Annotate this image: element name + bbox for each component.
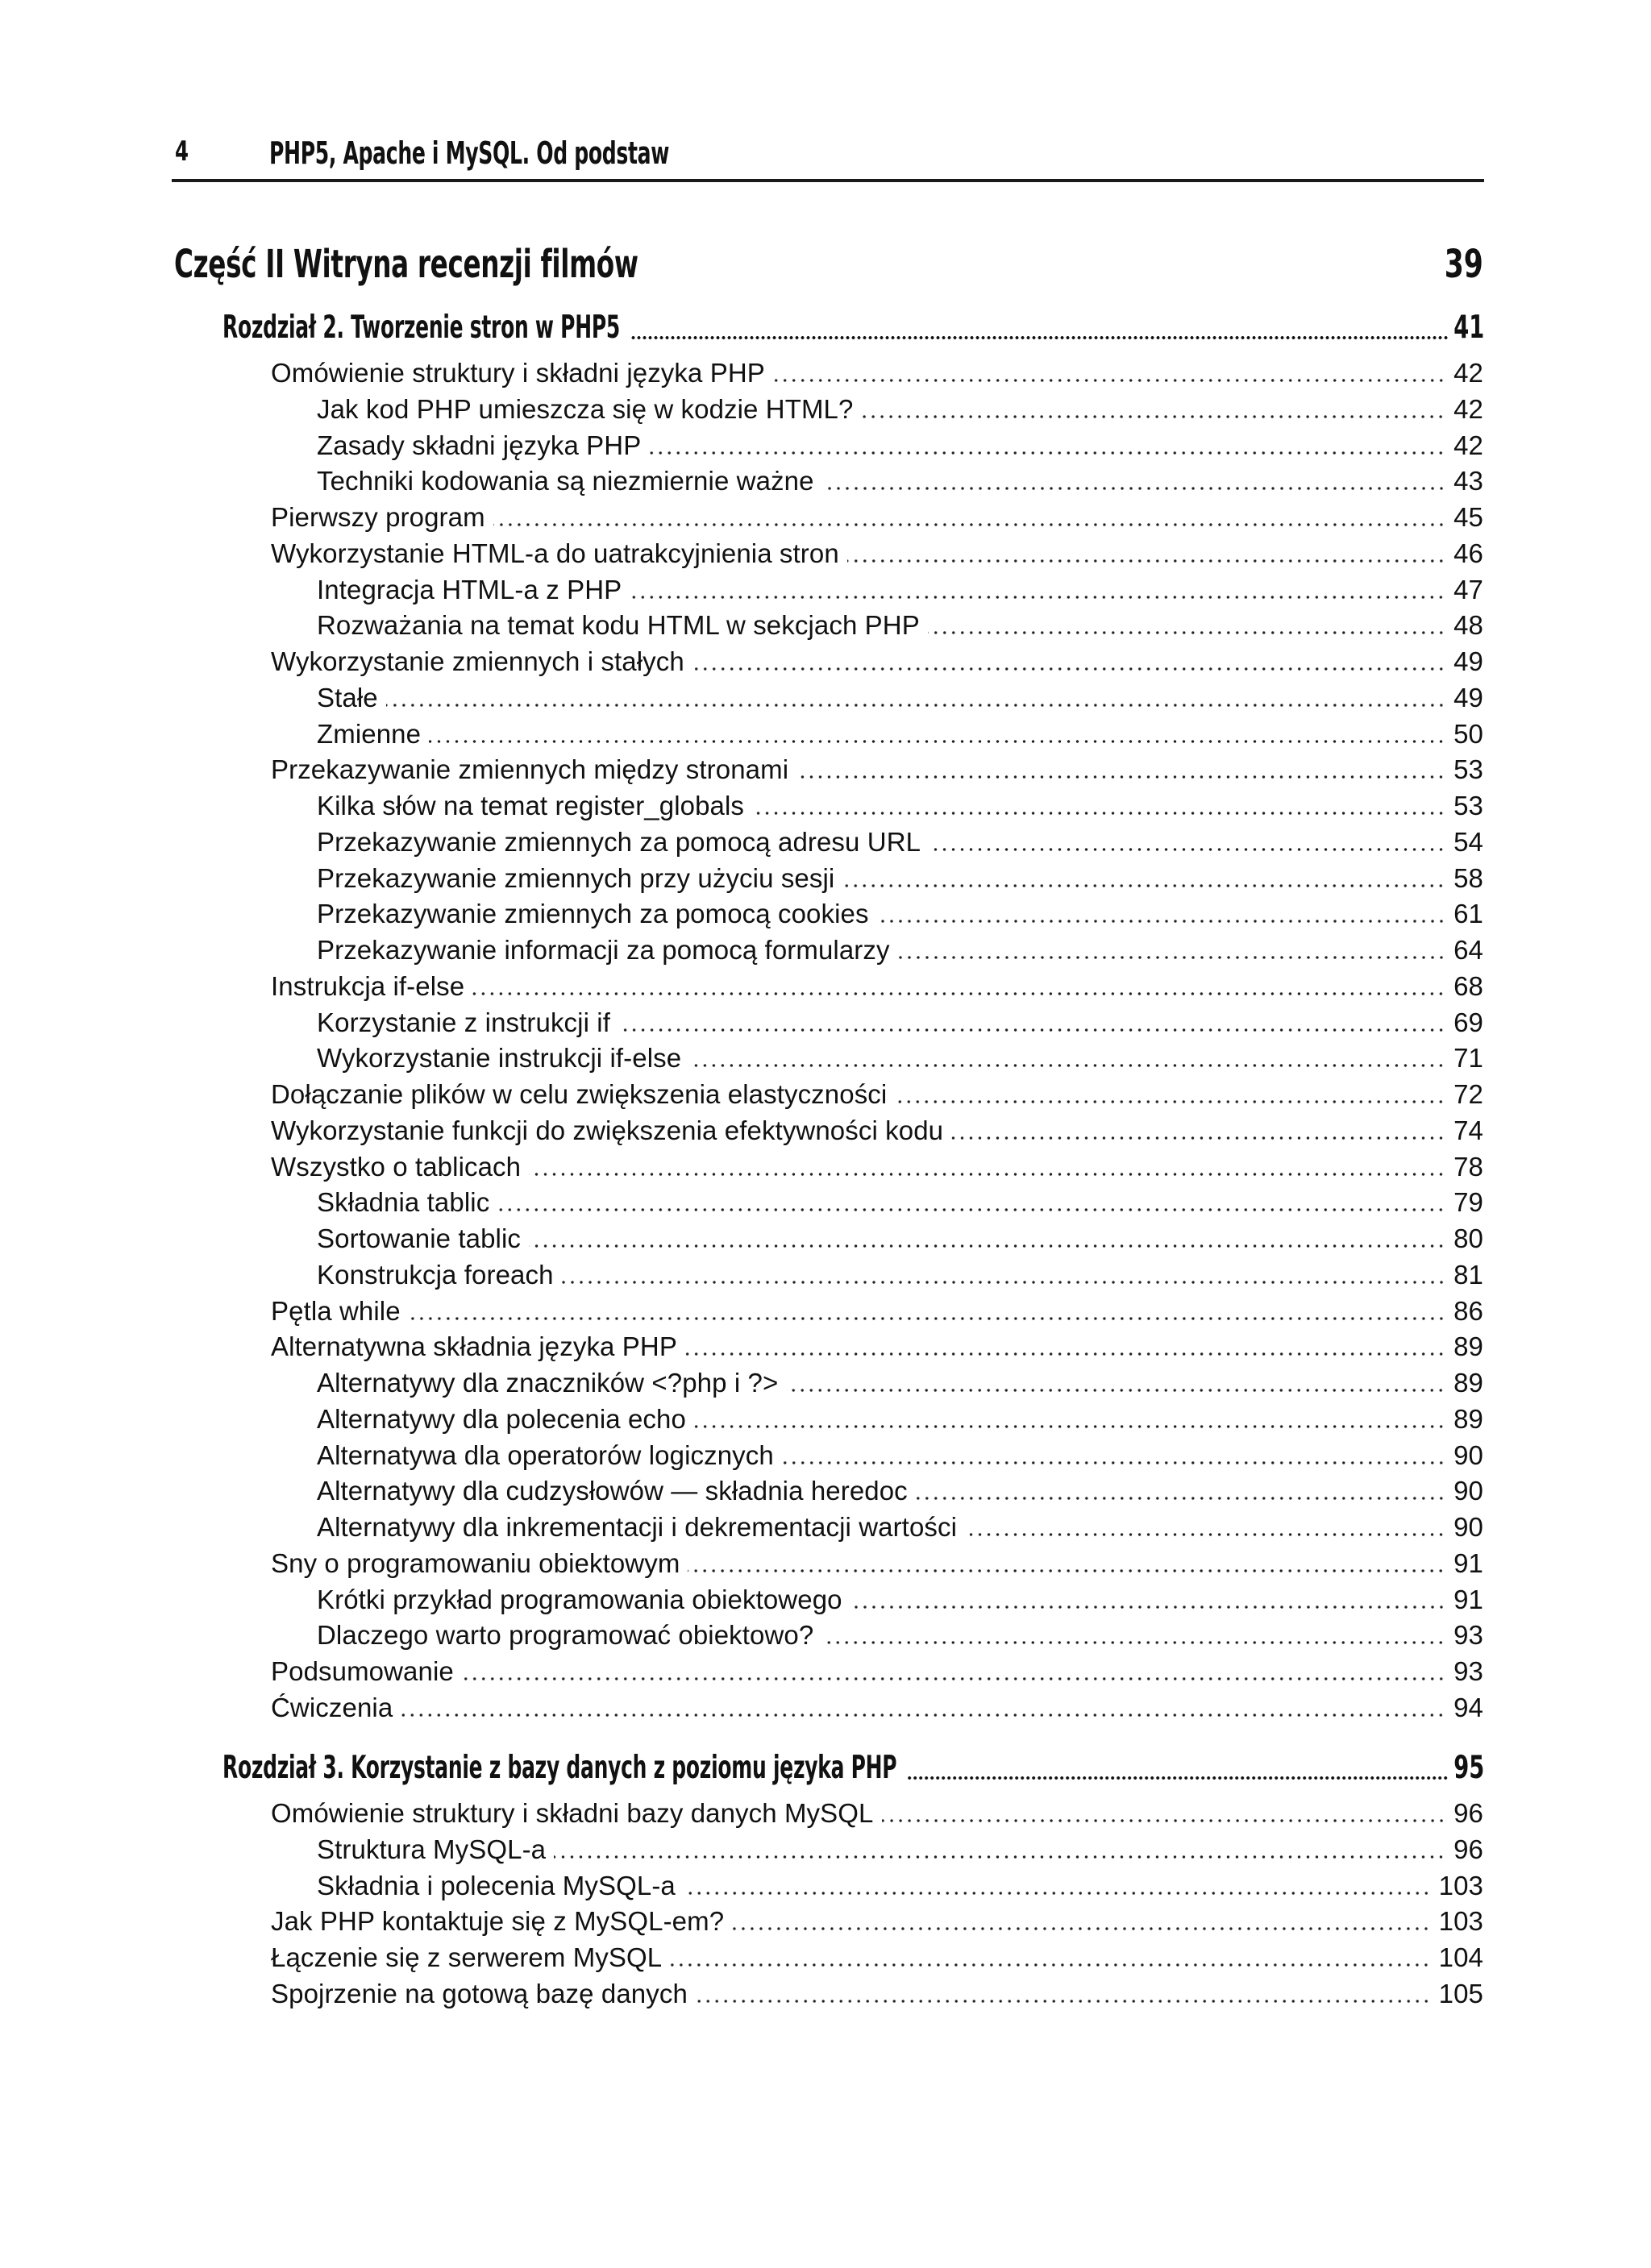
dot-leader bbox=[630, 592, 1445, 602]
toc-subentry bbox=[317, 430, 1483, 466]
entry-page-number: 54 bbox=[1453, 826, 1483, 857]
toc-subentry bbox=[317, 1834, 1483, 1870]
chapter-page-number: 95 bbox=[1453, 1750, 1484, 1786]
toc-entry bbox=[271, 1656, 1483, 1692]
dot-leader bbox=[670, 1960, 1430, 1970]
entry-page-number: 71 bbox=[1453, 1043, 1483, 1074]
entry-title: Stałe bbox=[317, 682, 378, 712]
entry-title: Krótki przykład programowania obiektowego bbox=[317, 1584, 842, 1614]
toc-entry bbox=[271, 1798, 1483, 1834]
entry-page-number: 93 bbox=[1453, 1656, 1483, 1686]
toc-entry bbox=[271, 754, 1483, 790]
entry-title: Zmienne bbox=[317, 718, 422, 749]
dot-leader bbox=[951, 1133, 1445, 1143]
entry-title: Integracja HTML-a z PHP bbox=[317, 574, 622, 604]
dot-leader bbox=[529, 1241, 1445, 1251]
entry-page-number: 74 bbox=[1453, 1115, 1483, 1145]
chapter-title: Rozdział 2. Tworzenie stron w PHP5 bbox=[222, 309, 620, 346]
entry-page-number: 94 bbox=[1453, 1692, 1483, 1722]
dot-leader bbox=[796, 772, 1445, 782]
dot-leader bbox=[752, 808, 1445, 818]
entry-title: Przekazywanie zmiennych między stronami bbox=[271, 754, 789, 785]
dot-leader bbox=[861, 412, 1445, 422]
toc-entry bbox=[271, 1079, 1483, 1115]
entry-title: Sny o programowaniu obiektowym bbox=[271, 1547, 680, 1578]
entry-page-number: 42 bbox=[1453, 430, 1483, 460]
entry-title: Wykorzystanie funkcji do zwiększenia efektywności kodu bbox=[271, 1115, 944, 1145]
entry-title: Alternatywa dla operatorów logicznych bbox=[317, 1439, 774, 1470]
entry-page-number: 103 bbox=[1438, 1906, 1483, 1937]
toc-subentry bbox=[317, 1585, 1483, 1620]
entry-page-number: 58 bbox=[1453, 862, 1483, 893]
chapter-title: Rozdział 3. Korzystanie z bazy danych z poziomu języka PHP bbox=[222, 1750, 897, 1786]
dot-leader bbox=[493, 520, 1445, 530]
entry-page-number: 61 bbox=[1453, 899, 1483, 929]
entry-title: Wykorzystanie instrukcji if-else bbox=[317, 1043, 682, 1074]
entry-title: Rozważania na temat kodu HTML w sekcjach PHP bbox=[317, 610, 920, 641]
entry-page-number: 50 bbox=[1453, 718, 1483, 749]
entry-title: Przekazywanie zmiennych za pomocą cookies bbox=[317, 899, 869, 929]
toc-subentry bbox=[317, 899, 1483, 934]
dot-leader bbox=[462, 1674, 1445, 1684]
entry-page-number: 91 bbox=[1453, 1547, 1483, 1578]
dot-leader bbox=[842, 881, 1445, 891]
toc-subentry bbox=[317, 394, 1483, 430]
toc-subentry bbox=[317, 1223, 1483, 1259]
entry-title: Instrukcja if-else bbox=[271, 970, 465, 1001]
toc-entry bbox=[271, 1548, 1483, 1584]
entry-page-number: 86 bbox=[1453, 1295, 1483, 1326]
dot-leader bbox=[562, 1277, 1446, 1287]
toc-subentry bbox=[317, 1871, 1483, 1906]
dot-leader bbox=[497, 1205, 1445, 1215]
toc-subentry bbox=[317, 1404, 1483, 1439]
entry-page-number: 42 bbox=[1453, 393, 1483, 424]
dot-leader bbox=[688, 1566, 1445, 1576]
toc-entry bbox=[271, 646, 1483, 682]
dot-leader bbox=[821, 1638, 1445, 1647]
chapter-heading bbox=[222, 309, 1484, 348]
toc-entry bbox=[271, 1115, 1483, 1151]
entry-page-number: 90 bbox=[1453, 1439, 1483, 1470]
entry-title: Konstrukcja foreach bbox=[317, 1259, 554, 1290]
dot-leader bbox=[618, 1025, 1445, 1035]
entry-title: Zasady składni języka PHP bbox=[317, 430, 642, 460]
entry-title: Wykorzystanie HTML-a do uatrakcyjnienia stron bbox=[271, 538, 839, 568]
entry-page-number: 64 bbox=[1453, 935, 1483, 965]
entry-page-number: 89 bbox=[1453, 1368, 1483, 1398]
toc-entry bbox=[271, 1296, 1483, 1331]
dot-leader bbox=[529, 1169, 1445, 1179]
toc-entry bbox=[271, 971, 1483, 1007]
dot-leader bbox=[782, 1458, 1445, 1468]
dot-leader bbox=[786, 1385, 1445, 1395]
toc-subentry bbox=[317, 1007, 1483, 1043]
entry-title: Alternatywy dla znaczników <?php i ?> bbox=[317, 1368, 779, 1398]
entry-page-number: 46 bbox=[1453, 538, 1483, 568]
dot-leader bbox=[631, 334, 1449, 342]
dot-leader bbox=[898, 953, 1446, 962]
entry-title: Łączenie się z serwerem MySQL bbox=[271, 1942, 663, 1972]
toc-subentry bbox=[317, 1476, 1483, 1511]
toc-subentry bbox=[317, 1043, 1483, 1078]
toc-subentry bbox=[317, 935, 1483, 970]
entry-title: Dlaczego warto programować obiektowo? bbox=[317, 1620, 814, 1651]
toc-entry bbox=[271, 1693, 1483, 1728]
entry-title: Składnia tablic bbox=[317, 1187, 490, 1218]
page-number: 4 bbox=[175, 135, 189, 168]
toc-subentry bbox=[317, 1620, 1483, 1655]
entry-page-number: 89 bbox=[1453, 1331, 1483, 1362]
entry-page-number: 47 bbox=[1453, 574, 1483, 604]
dot-leader bbox=[689, 1061, 1445, 1070]
entry-title: Ćwiczenia bbox=[271, 1692, 393, 1722]
entry-page-number: 48 bbox=[1453, 610, 1483, 641]
entry-page-number: 49 bbox=[1453, 682, 1483, 712]
dot-leader bbox=[895, 1097, 1445, 1107]
dot-leader bbox=[692, 664, 1445, 674]
dot-leader bbox=[847, 556, 1445, 566]
toc-entry bbox=[271, 1979, 1483, 2014]
entry-page-number: 104 bbox=[1438, 1942, 1483, 1972]
dot-leader bbox=[694, 1422, 1445, 1431]
toc-subentry bbox=[317, 1440, 1483, 1476]
entry-title: Jak PHP kontaktuje się z MySQL-em? bbox=[271, 1906, 725, 1937]
toc-entry bbox=[271, 358, 1483, 393]
entry-title: Alternatywy dla inkrementacji i dekrementacji wartości bbox=[317, 1512, 958, 1542]
toc-subentry bbox=[317, 827, 1483, 862]
entry-title: Wszystko o tablicach bbox=[271, 1151, 522, 1182]
entry-page-number: 89 bbox=[1453, 1403, 1483, 1434]
dot-leader bbox=[472, 989, 1445, 999]
chapter-page-number: 41 bbox=[1453, 309, 1484, 346]
dot-leader bbox=[882, 1816, 1446, 1826]
dot-leader bbox=[850, 1602, 1445, 1612]
toc-subentry bbox=[317, 1368, 1483, 1403]
entry-page-number: 53 bbox=[1453, 754, 1483, 785]
entry-page-number: 105 bbox=[1438, 1978, 1483, 2008]
entry-title: Alternatywy dla polecenia echo bbox=[317, 1403, 686, 1434]
entry-page-number: 69 bbox=[1453, 1007, 1483, 1037]
entry-page-number: 79 bbox=[1453, 1187, 1483, 1218]
part-heading bbox=[174, 242, 1483, 285]
entry-title: Spojrzenie na gotową bazę danych bbox=[271, 1978, 688, 2008]
entry-page-number: 42 bbox=[1453, 358, 1483, 388]
toc-subentry bbox=[317, 719, 1483, 754]
toc-subentry bbox=[317, 791, 1483, 826]
entry-page-number: 49 bbox=[1453, 646, 1483, 676]
dot-leader bbox=[877, 916, 1446, 926]
toc-subentry bbox=[317, 610, 1483, 646]
toc-subentry bbox=[317, 575, 1483, 610]
dot-leader bbox=[965, 1530, 1445, 1539]
entry-page-number: 96 bbox=[1453, 1834, 1483, 1864]
dot-leader bbox=[732, 1924, 1430, 1934]
entry-title: Przekazywanie informacji za pomocą formularzy bbox=[317, 935, 890, 965]
entry-page-number: 93 bbox=[1453, 1620, 1483, 1651]
entry-page-number: 91 bbox=[1453, 1584, 1483, 1614]
entry-title: Podsumowanie bbox=[271, 1656, 454, 1686]
dot-leader bbox=[696, 1996, 1431, 2006]
entry-title: Jak kod PHP umieszcza się w kodzie HTML? bbox=[317, 393, 854, 424]
entry-page-number: 81 bbox=[1453, 1259, 1483, 1290]
toc-subentry bbox=[317, 1512, 1483, 1547]
entry-title: Pierwszy program bbox=[271, 502, 485, 532]
entry-title: Dołączanie plików w celu zwiększenia elastyczności bbox=[271, 1079, 888, 1109]
entry-page-number: 78 bbox=[1453, 1151, 1483, 1182]
entry-title: Kilka słów na temat register_globals bbox=[317, 791, 745, 820]
toc-subentry bbox=[317, 683, 1483, 718]
entry-page-number: 96 bbox=[1453, 1798, 1483, 1828]
entry-page-number: 45 bbox=[1453, 502, 1483, 532]
toc-subentry bbox=[317, 1187, 1483, 1223]
book-title: PHP5, Apache i MySQL. Od podstaw bbox=[269, 135, 670, 171]
entry-title: Pętla while bbox=[271, 1295, 401, 1326]
dot-leader bbox=[916, 1493, 1445, 1503]
entry-title: Techniki kodowania są niezmiernie ważne bbox=[317, 466, 814, 496]
entry-title: Sortowanie tablic bbox=[317, 1223, 522, 1253]
toc-subentry bbox=[317, 863, 1483, 899]
dot-leader bbox=[773, 376, 1445, 385]
toc-subentry bbox=[317, 1260, 1483, 1295]
part-title: Część II Witryna recenzji filmów bbox=[174, 242, 638, 287]
toc-entry bbox=[271, 538, 1483, 574]
toc-entry bbox=[271, 1906, 1483, 1942]
entry-title: Składnia i polecenia MySQL-a bbox=[317, 1870, 676, 1900]
dot-leader bbox=[386, 700, 1445, 710]
dot-leader bbox=[822, 484, 1446, 493]
entry-page-number: 90 bbox=[1453, 1476, 1483, 1506]
dot-leader bbox=[684, 1888, 1431, 1898]
entry-title: Wykorzystanie zmiennych i stałych bbox=[271, 646, 684, 676]
entry-page-number: 72 bbox=[1453, 1079, 1483, 1109]
dot-leader bbox=[685, 1349, 1445, 1359]
entry-page-number: 90 bbox=[1453, 1512, 1483, 1542]
running-header bbox=[172, 135, 1484, 182]
toc-entry bbox=[271, 502, 1483, 538]
dot-leader bbox=[409, 1314, 1445, 1323]
dot-leader bbox=[554, 1852, 1445, 1862]
entry-page-number: 53 bbox=[1453, 791, 1483, 820]
entry-title: Przekazywanie zmiennych za pomocą adresu URL bbox=[317, 826, 921, 857]
entry-page-number: 80 bbox=[1453, 1223, 1483, 1253]
entry-page-number: 43 bbox=[1453, 466, 1483, 496]
chapter-heading bbox=[222, 1750, 1484, 1788]
part-page-number: 39 bbox=[1444, 242, 1483, 287]
entry-page-number: 68 bbox=[1453, 970, 1483, 1001]
dot-leader bbox=[401, 1710, 1445, 1720]
entry-title: Omówienie struktury i składni bazy danych MySQL bbox=[271, 1798, 874, 1828]
entry-title: Alternatywy dla cudzysłowów — składnia heredoc bbox=[317, 1476, 908, 1506]
entry-title: Alternatywna składnia języka PHP bbox=[271, 1331, 677, 1362]
entry-title: Korzystanie z instrukcji if bbox=[317, 1007, 610, 1037]
entry-title: Struktura MySQL-a bbox=[317, 1834, 547, 1864]
dot-leader bbox=[929, 845, 1445, 854]
entry-title: Przekazywanie zmiennych przy użyciu sesji bbox=[317, 862, 835, 893]
entry-title: Omówienie struktury i składni języka PHP bbox=[271, 358, 765, 388]
toc-entry bbox=[271, 1331, 1483, 1367]
dot-leader bbox=[429, 737, 1445, 746]
entry-page-number: 103 bbox=[1438, 1870, 1483, 1900]
toc-entry bbox=[271, 1942, 1483, 1978]
dot-leader bbox=[649, 448, 1445, 458]
toc-subentry bbox=[317, 466, 1483, 501]
toc-entry bbox=[271, 1152, 1483, 1187]
dot-leader bbox=[928, 628, 1445, 638]
dot-leader bbox=[908, 1774, 1449, 1782]
